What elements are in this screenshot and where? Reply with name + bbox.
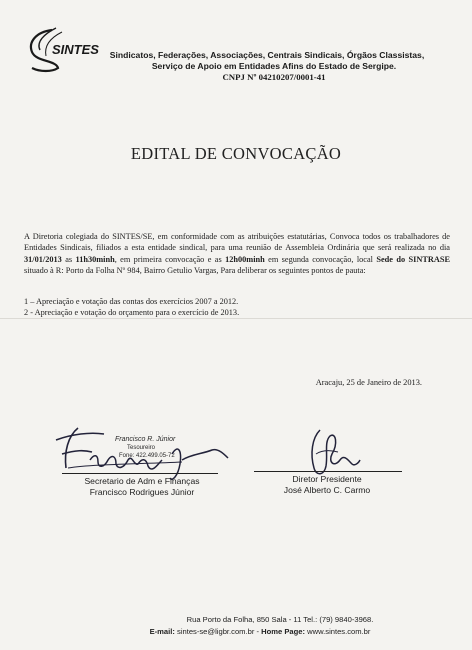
- logo-text: SINTES: [52, 42, 99, 57]
- agenda-list: [24, 296, 450, 318]
- meeting-place: Sede do SINTRASE: [376, 254, 450, 264]
- footer-separator: -: [254, 627, 262, 636]
- agenda-item: 2 - Apreciação e votação do orçamento para o exercício de 2013.: [24, 308, 240, 318]
- footer-address: Rua Porto da Folha, 850 Sala - 11 Tel.: (79) 9840-3968.: [186, 615, 374, 624]
- footer: [90, 614, 470, 638]
- meeting-date: 31/01/2013: [24, 254, 62, 264]
- first-call-time: 11h30minh: [75, 254, 115, 264]
- letterhead: [94, 50, 454, 83]
- homepage-link[interactable]: www.sintes.com.br: [307, 627, 371, 636]
- left-signatory-role: Secretario de Adm e Finanças: [84, 476, 200, 486]
- letterhead-cnpj: CNPJ Nº 04210207/0001-41: [222, 72, 326, 82]
- left-signatory-name: Francisco Rodrigues Júnior: [89, 487, 195, 497]
- right-signatory: [254, 474, 400, 496]
- footer-contact: [50, 626, 470, 638]
- body-text-4: em segunda convocação, local: [264, 254, 377, 264]
- sintes-logo-icon: [22, 26, 99, 74]
- second-call-time: 12h00minh: [225, 254, 265, 264]
- letterhead-line2: Serviço de Apoio em Entidades Afins do Estado de Sergipe.: [151, 61, 397, 71]
- stamp-name: Francisco R. Júnior: [115, 436, 176, 443]
- agenda-item: 1 – Apreciação e votação das contas dos exercícios 2007 a 2012.: [24, 297, 239, 306]
- right-signatory-role: Diretor Presidente: [292, 474, 362, 484]
- body-text-3: , em primeira convocação e as: [114, 254, 226, 264]
- stamp-phone: Fone: 422.499.05-72: [119, 453, 175, 459]
- body-text-2: as: [61, 254, 76, 264]
- email-label: E-mail:: [149, 627, 175, 636]
- letterhead-line1: Sindicatos, Federações, Associações, Centrais Sindicais, Órgãos Classistas,: [109, 50, 425, 60]
- dateline: Aracaju, 25 de Janeiro de 2013.: [315, 378, 422, 387]
- left-signatory: [56, 476, 228, 498]
- email-link[interactable]: sintes-se@ligbr.com.br: [177, 627, 255, 636]
- body-text-5: situado à R: Porto da Folha Nº 984, Bairro Getulio Vargas, Para deliberar os seguintes pontos de pauta:: [24, 265, 366, 275]
- notice-paragraph: [24, 231, 450, 276]
- notice-body: [24, 231, 450, 276]
- homepage-label: Home Page:: [261, 627, 305, 636]
- right-signature-line: [254, 471, 402, 472]
- left-signature-line: [62, 473, 218, 474]
- page-title: EDITAL DE CONVOCAÇÃO: [130, 144, 342, 163]
- stamp-role: Tesoureiro: [127, 445, 156, 451]
- right-signatory-name: José Alberto C. Carmo: [283, 485, 371, 495]
- body-text-1: A Diretoria colegiada do SINTES/SE, em conformidade com as atribuições estatutárias, Convoca todos os trabalhadores de Entidades Sindicais, filiados a esta entidade sindical, para uma reunião de Assembleia Ordinária que será realizada no dia: [24, 232, 450, 253]
